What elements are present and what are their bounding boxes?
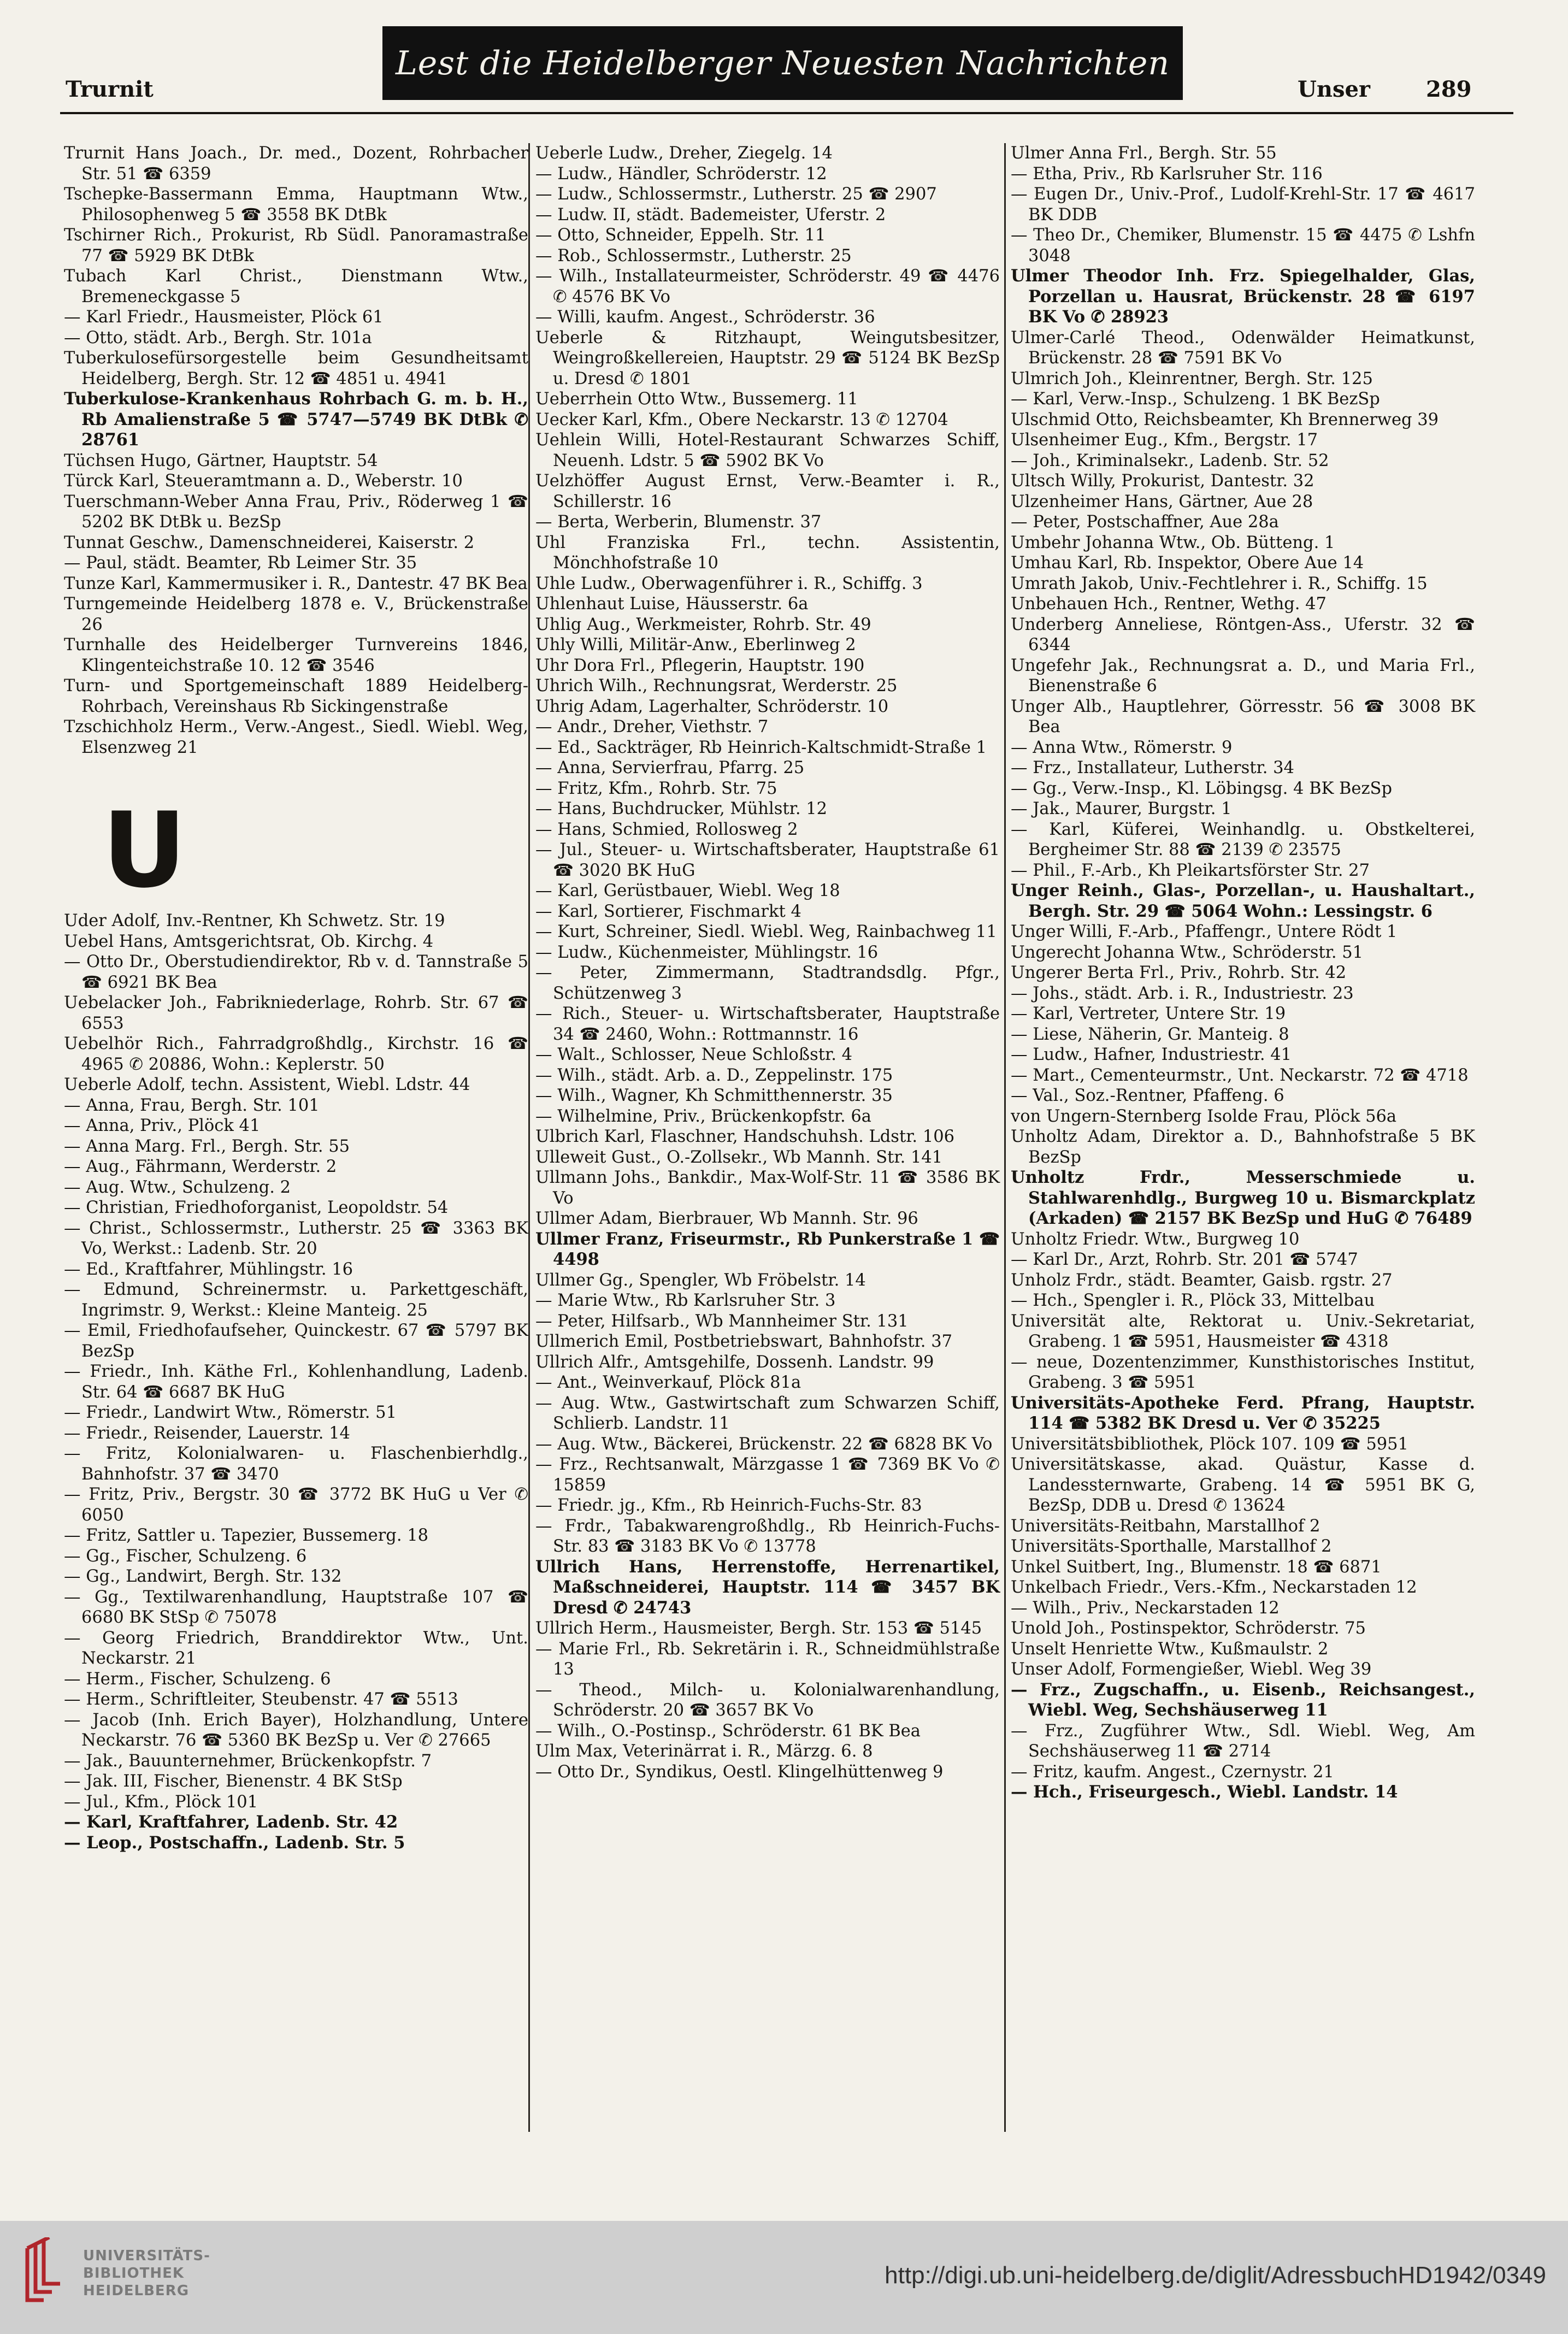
directory-entry: — Emil, Friedhofaufseher, Quinckestr. 67 ☎ 5797 BK BezSp: [64, 1321, 528, 1361]
directory-entry: Ulmer-Carlé Theod., Odenwälder Heimatkunst, Brückenstr. 28 ☎ 7591 BK Vo: [1011, 328, 1475, 368]
directory-entry: — Wilh., Priv., Neckarstaden 12: [1011, 1598, 1280, 1618]
directory-entry: — Anna Marg. Frl., Bergh. Str. 55: [64, 1136, 350, 1156]
directory-entry: — Fritz, Priv., Bergstr. 30 ☎ 3772 BK HuG u Ver ✆ 6050: [64, 1485, 528, 1525]
directory-entry: Ullmer Franz, Friseurmstr., Rb Punkerstraße 1 ☎ 4498: [535, 1229, 1000, 1269]
directory-entry: — Frz., Rechtsanwalt, Märzgasse 1 ☎ 7369 BK Vo ✆ 15859: [535, 1455, 1000, 1495]
page-header: [0, 0, 1568, 126]
directory-entry: Ulbrich Karl, Flaschner, Handschuhsh. Ldstr. 106: [535, 1127, 955, 1146]
directory-entry: Uehlein Willi, Hotel-Restaurant Schwarzes Schiff, Neuenh. Ldstr. 5 ☎ 5902 BK Vo: [535, 431, 1000, 470]
directory-entry: Ulm Max, Veterinärrat i. R., Märzg. 6. 8: [535, 1742, 873, 1761]
directory-entry: Tunnat Geschw., Damenschneiderei, Kaiserstr. 2: [64, 533, 475, 552]
directory-entry: Tüchsen Hugo, Gärtner, Hauptstr. 54: [64, 451, 378, 470]
directory-entry: Tunze Karl, Kammermusiker i. R., Dantestr. 47 BK Bea: [64, 574, 528, 593]
directory-entry: — Val., Soz.-Rentner, Pfaffeng. 6: [1011, 1086, 1284, 1105]
directory-entry: Ueberle Ludw., Dreher, Ziegelg. 14: [535, 144, 833, 163]
directory-entry: — Marie Frl., Rb. Sekretärin i. R., Schneidmühlstraße 13: [535, 1639, 1000, 1679]
directory-entry: — Jul., Kfm., Plöck 101: [64, 1792, 258, 1812]
directory-entry: — Peter, Postschaffner, Aue 28a: [1011, 512, 1279, 532]
directory-entry: — Jak., Maurer, Burgstr. 1: [1011, 799, 1232, 818]
directory-entry: Unholtz Frdr., Messerschmiede u. Stahlwarenhdlg., Burgweg 10 u. Bismarckplatz (Arkaden) ☎ 2157 BK BezSp und HuG ✆ 76489: [1011, 1168, 1475, 1228]
directory-entry: — Fritz, Kolonialwaren- u. Flaschenbierhdlg., Bahnhofstr. 37 ☎ 3470: [64, 1444, 528, 1484]
directory-entry: — Karl Friedr., Hausmeister, Plöck 61: [64, 308, 384, 327]
directory-entry: Universitäts-Sporthalle, Marstallhof 2: [1011, 1537, 1332, 1556]
directory-entry: — Edmund, Schreinermstr. u. Parkettgeschäft, Ingrimstr. 9, Werkst.: Kleine Manteig. 25: [64, 1280, 528, 1320]
directory-entry: — Gg., Fischer, Schulzeng. 6: [64, 1546, 307, 1566]
permalink-url[interactable]: http://digi.ub.uni-heidelberg.de/diglit/AdressbuchHD1942/0349: [885, 2262, 1546, 2289]
directory-entry: — Anna Wtw., Römerstr. 9: [1011, 738, 1233, 757]
directory-entry: Unholtz Adam, Direktor a. D., Bahnhofstraße 5 BK BezSp: [1011, 1127, 1475, 1167]
directory-entry: — Etha, Priv., Rb Karlsruher Str. 116: [1011, 164, 1323, 184]
directory-entry: Ulsenheimer Eug., Kfm., Bergstr. 17: [1011, 431, 1318, 450]
directory-entry: — Ed., Sackträger, Rb Heinrich-Kaltschmidt-Straße 1: [535, 738, 987, 757]
directory-entry: Uebelhör Rich., Fahrradgroßhdlg., Kirchstr. 16 ☎ 4965 ✆ 20886, Wohn.: Keplerstr. 50: [64, 1034, 528, 1074]
directory-entry: Turnhalle des Heidelberger Turnvereins 1846, Klingenteichstraße 10. 12 ☎ 3546: [64, 635, 528, 675]
directory-entry: Unholtz Friedr. Wtw., Burgweg 10: [1011, 1229, 1300, 1249]
directory-entry: Uhl Franziska Frl., techn. Assistentin, Mönchhofstraße 10: [535, 533, 1000, 573]
directory-entry: Uhlenhaut Luise, Häusserstr. 6a: [535, 594, 809, 614]
logo-line: BIBLIOTHEK: [83, 2265, 185, 2282]
directory-entry: Tubach Karl Christ., Dienstmann Wtw., Bremeneckgasse 5: [64, 267, 528, 307]
directory-entry: — Wilh., O.-Postinsp., Schröderstr. 61 BK Bea: [535, 1721, 921, 1741]
directory-entry: — Hch., Friseurgesch., Wiebl. Landstr. 14: [1011, 1782, 1398, 1802]
directory-entry: — Frz., Zugschaffn., u. Eisenb., Reichsangest., Wiebl. Weg, Sechshäuserweg 11: [1011, 1679, 1475, 1720]
directory-entry: — Walt., Schlosser, Neue Schloßstr. 4: [535, 1045, 853, 1064]
directory-entry: Umbehr Johanna Wtw., Ob. Bütteng. 1: [1011, 533, 1335, 552]
directory-entry: Tuerschmann-Weber Anna Frau, Priv., Röderweg 1 ☎ 5202 BK DtBk u. BezSp: [64, 492, 528, 532]
running-head-left: Trurnit: [66, 76, 154, 102]
directory-entry: Unkel Suitbert, Ing., Blumenstr. 18 ☎ 6871: [1011, 1557, 1382, 1577]
directory-entry: — Karl, Kraftfahrer, Ladenb. Str. 42: [64, 1812, 398, 1832]
directory-entry: — Hch., Spengler i. R., Plöck 33, Mittelbau: [1011, 1291, 1375, 1310]
section-gap: [64, 758, 528, 791]
library-logo-text: [83, 2247, 210, 2300]
directory-entry: — Ludw., Schlossermstr., Lutherstr. 25 ☎ 2907: [535, 185, 937, 204]
directory-entry: — Friedr. jg., Kfm., Rb Heinrich-Fuchs-Str. 83: [535, 1496, 922, 1515]
directory-entry: — Mart., Cementeurmstr., Unt. Neckarstr. 72 ☎ 4718: [1011, 1065, 1469, 1085]
directory-entry: — Aug. Wtw., Gastwirtschaft zum Schwarzen Schiff, Schlierb. Landstr. 11: [535, 1393, 1000, 1433]
directory-entry: — Ludw., Hafner, Industriestr. 41: [1011, 1045, 1292, 1064]
directory-entry: — Gg., Verw.-Insp., Kl. Löbingsg. 4 BK BezSp: [1011, 779, 1392, 798]
directory-entry: Ungerer Berta Frl., Priv., Rohrb. Str. 42: [1011, 963, 1347, 982]
directory-entry: — Johs., städt. Arb. i. R., Industriestr. 23: [1011, 983, 1354, 1003]
directory-entry: Underberg Anneliese, Röntgen-Ass., Uferstr. 32 ☎ 6344: [1011, 615, 1475, 655]
directory-entry: — neue, Dozentenzimmer, Kunsthistorisches Institut, Grabeng. 3 ☎ 5951: [1011, 1352, 1475, 1392]
directory-entry: — Marie Wtw., Rb Karlsruher Str. 3: [535, 1291, 836, 1310]
directory-entry: Unholz Frdr., städt. Beamter, Gaisb. rgstr. 27: [1011, 1270, 1393, 1290]
directory-entry: Turn- und Sportgemeinschaft 1889 Heidelberg-Rohrbach, Vereinshaus Rb Sickingenstraße: [64, 676, 528, 716]
directory-entry: — Friedr., Landwirt Wtw., Römerstr. 51: [64, 1403, 397, 1422]
directory-entry: Turngemeinde Heidelberg 1878 e. V., Brückenstraße 26: [64, 594, 528, 634]
directory-entry: — Andr., Dreher, Viethstr. 7: [535, 717, 769, 736]
header-rule: [60, 112, 1513, 114]
directory-entry: — Jul., Steuer- u. Wirtschaftsberater, Hauptstraße 61 ☎ 3020 BK HuG: [535, 840, 1000, 880]
directory-entry: Ulmer Anna Frl., Bergh. Str. 55: [1011, 144, 1277, 163]
directory-entry: Uebelacker Joh., Fabrikniederlage, Rohrb. Str. 67 ☎ 6553: [64, 993, 528, 1033]
directory-entry: — Fritz, Kfm., Rohrb. Str. 75: [535, 779, 777, 798]
running-head-right: Unser: [1298, 76, 1371, 102]
directory-entry: — Otto, Schneider, Eppelh. Str. 11: [535, 226, 826, 245]
directory-entry: Uder Adolf, Inv.-Rentner, Kh Schwetz. Str. 19: [64, 911, 445, 930]
directory-entry: Ullrich Alfr., Amtsgehilfe, Dossenh. Landstr. 99: [535, 1352, 934, 1372]
directory-entry: — Karl, Küferei, Weinhandlg. u. Obstkelterei, Bergheimer Str. 88 ☎ 2139 ✆ 23575: [1011, 820, 1475, 859]
logo-line: HEIDELBERG: [83, 2283, 190, 2299]
directory-entry: — Peter, Zimmermann, Stadtrandsdlg. Pfgr., Schützenweg 3: [535, 963, 1000, 1003]
directory-entry: — Wilhelmine, Priv., Brückenkopfstr. 6a: [535, 1106, 871, 1126]
directory-entry: — Fritz, kaufm. Angest., Czernystr. 21: [1011, 1762, 1334, 1782]
directory-entry: Universitätskasse, akad. Quästur, Kasse d. Landessternwarte, Grabeng. 14 ☎ 5951 BK G, BezSp, DDB u. Dresd ✆ 13624: [1011, 1455, 1475, 1515]
directory-entry: Ueberle Adolf, techn. Assistent, Wiebl. Ldstr. 44: [64, 1075, 470, 1094]
directory-entry: Ullmann Johs., Bankdir., Max-Wolf-Str. 11 ☎ 3586 BK Vo: [535, 1168, 1000, 1208]
directory-entry: Uhle Ludw., Oberwagenführer i. R., Schiffg. 3: [535, 574, 923, 593]
directory-entry: Unkelbach Friedr., Vers.-Kfm., Neckarstaden 12: [1011, 1578, 1417, 1597]
directory-entry: — Gg., Landwirt, Bergh. Str. 132: [64, 1567, 342, 1586]
directory-entry: Unger Alb., Hauptlehrer, Görresstr. 56 ☎ 3008 BK Bea: [1011, 697, 1475, 736]
library-logo-icon: [16, 2237, 76, 2308]
directory-column-2: [535, 143, 1000, 1782]
column-divider: [1004, 143, 1006, 2132]
directory-entry: — Leop., Postschaffn., Ladenb. Str. 5: [64, 1832, 405, 1853]
directory-entry: Ullmerich Emil, Postbetriebswart, Bahnhofstr. 37: [535, 1332, 953, 1351]
directory-entry: — Jak. III, Fischer, Bienenstr. 4 BK StSp: [64, 1772, 403, 1791]
directory-entry: Ulmrich Joh., Kleinrentner, Bergh. Str. 125: [1011, 369, 1373, 388]
directory-entry: — Friedr., Inh. Käthe Frl., Kohlenhandlung, Ladenb. Str. 64 ☎ 6687 BK HuG: [64, 1362, 528, 1402]
directory-entry: Tuberkulosefürsorgestelle beim Gesundheitsamt Heidelberg, Bergh. Str. 12 ☎ 4851 u. 4941: [64, 349, 528, 388]
directory-entry: — Wilh., Installateurmeister, Schröderstr. 49 ☎ 4476 ✆ 4576 BK Vo: [535, 267, 1000, 307]
directory-entry: Uhly Willi, Militär-Anw., Eberlinweg 2: [535, 635, 856, 655]
directory-entry: von Ungern-Sternberg Isolde Frau, Plöck 56a: [1011, 1106, 1397, 1126]
directory-entry: Unselt Henriette Wtw., Kußmaulstr. 2: [1011, 1639, 1329, 1659]
directory-entry: — Karl, Sortierer, Fischmarkt 4: [535, 901, 801, 921]
directory-entry: Ullmer Adam, Bierbrauer, Wb Mannh. Str. 96: [535, 1209, 918, 1228]
directory-entry: — Gg., Textilwarenhandlung, Hauptstraße 107 ☎ 6680 BK StSp ✆ 75078: [64, 1587, 528, 1627]
directory-column-3: [1011, 143, 1475, 1803]
directory-entry: Ueberle & Ritzhaupt, Weingutsbesitzer, Weingroßkellereien, Hauptstr. 29 ☎ 5124 BK BezSp u. Dresd ✆ 1801: [535, 328, 1000, 388]
logo-line: UNIVERSITÄTS-: [83, 2248, 210, 2264]
directory-entry: — Wilh., städt. Arb. a. D., Zeppelinstr. 175: [535, 1065, 893, 1085]
directory-entry: — Georg Friedrich, Branddirektor Wtw., Unt. Neckarstr. 21: [64, 1628, 528, 1668]
directory-entry: — Anna, Servierfrau, Pfarrg. 25: [535, 758, 805, 777]
directory-entry: — Herm., Schriftleiter, Steubenstr. 47 ☎ 5513: [64, 1690, 458, 1709]
directory-entry: — Anna, Priv., Plöck 41: [64, 1116, 261, 1135]
directory-entry: Unser Adolf, Formengießer, Wiebl. Weg 39: [1011, 1660, 1372, 1679]
directory-entry: Uecker Karl, Kfm., Obere Neckarstr. 13 ✆ 12704: [535, 410, 948, 429]
directory-entry: — Liese, Näherin, Gr. Manteig. 8: [1011, 1024, 1289, 1044]
directory-entry: Tuberkulose-Krankenhaus Rohrbach G. m. b. H., Rb Amalienstraße 5 ☎ 5747—5749 BK DtBk ✆ 28761: [64, 389, 528, 450]
directory-entry: — Herm., Fischer, Schulzeng. 6: [64, 1669, 331, 1689]
directory-entry: — Hans, Buchdrucker, Mühlstr. 12: [535, 799, 828, 818]
directory-entry: Tschepke-Bassermann Emma, Hauptmann Wtw., Philosophenweg 5 ☎ 3558 BK DtBk: [64, 185, 528, 225]
directory-entry: Ungerecht Johanna Wtw., Schröderstr. 51: [1011, 942, 1364, 962]
directory-entry: — Ed., Kraftfahrer, Mühlingstr. 16: [64, 1259, 353, 1279]
directory-entry: Ungefehr Jak., Rechnungsrat a. D., und Maria Frl., Bienenstraße 6: [1011, 656, 1475, 696]
directory-entry: — Frz., Zugführer Wtw., Sdl. Wiebl. Weg, Am Sechshäuserweg 11 ☎ 2714: [1011, 1721, 1475, 1761]
directory-entry: Unger Reinh., Glas-, Porzellan-, u. Haushaltart., Bergh. Str. 29 ☎ 5064 Wohn.: Lessingstr. 6: [1011, 881, 1475, 921]
directory-entry: — Ludw., Händler, Schröderstr. 12: [535, 164, 827, 184]
directory-entry: — Wilh., Wagner, Kh Schmitthennerstr. 35: [535, 1086, 893, 1105]
directory-entry: — Otto, städt. Arb., Bergh. Str. 101a: [64, 328, 372, 347]
directory-entry: Ullrich Hans, Herrenstoffe, Herrenartikel, Maßschneiderei, Hauptstr. 114 ☎ 3457 BK Dresd ✆ 24743: [535, 1557, 1000, 1618]
directory-entry: Uhlig Aug., Werkmeister, Rohrb. Str. 49: [535, 615, 871, 634]
directory-entry: Ultsch Willy, Prokurist, Dantestr. 32: [1011, 471, 1314, 491]
section-letter: U: [102, 790, 187, 911]
directory-entry: Uelzhöffer August Ernst, Verw.-Beamter i. R., Schillerstr. 16: [535, 471, 1000, 511]
column-divider: [528, 143, 530, 2132]
directory-entry: Ulmer Theodor Inh. Frz. Spiegelhalder, Glas, Porzellan u. Hausrat, Brückenstr. 28 ☎ 6197 BK Vo ✆ 28923: [1011, 266, 1475, 327]
directory-entry: — Joh., Kriminalsekr., Ladenb. Str. 52: [1011, 451, 1329, 470]
directory-entry: Ulzenheimer Hans, Gärtner, Aue 28: [1011, 492, 1313, 511]
directory-entry: — Fritz, Sattler u. Tapezier, Bussemerg. 18: [64, 1526, 429, 1545]
directory-column-1: [64, 143, 528, 1853]
directory-entry: — Aug. Wtw., Schulzeng. 2: [64, 1177, 291, 1197]
directory-entry: — Karl, Verw.-Insp., Schulzeng. 1 BK BezSp: [1011, 390, 1380, 409]
directory-entry: — Karl, Vertreter, Untere Str. 19: [1011, 1004, 1286, 1023]
directory-entry: — Eugen Dr., Univ.-Prof., Ludolf-Krehl-Str. 17 ☎ 4617 BK DDB: [1011, 185, 1475, 225]
directory-entry: — Ludw. II, städt. Bademeister, Uferstr. 2: [535, 205, 886, 225]
directory-entry: — Karl, Gerüstbauer, Wiebl. Weg 18: [535, 881, 840, 900]
directory-entry: Umhau Karl, Rb. Inspektor, Obere Aue 14: [1011, 553, 1364, 573]
directory-entry: — Rob., Schlossermstr., Lutherstr. 25: [535, 246, 852, 266]
directory-entry: — Berta, Werberin, Blumenstr. 37: [535, 512, 822, 532]
directory-entry: — Peter, Hilfsarb., Wb Mannheimer Str. 131: [535, 1311, 909, 1331]
directory-entry: Ulschmid Otto, Reichsbeamter, Kh Brennerweg 39: [1011, 410, 1439, 429]
directory-entry: Trurnit Hans Joach., Dr. med., Dozent, Rohrbacher Str. 51 ☎ 6359: [64, 144, 528, 184]
digitization-footer: [0, 2221, 1568, 2334]
directory-entry: Umrath Jakob, Univ.-Fechtlehrer i. R., Schiffg. 15: [1011, 574, 1428, 593]
directory-entry: Uhrig Adam, Lagerhalter, Schröderstr. 10: [535, 697, 889, 716]
directory-entry: Ueberrhein Otto Wtw., Bussemerg. 11: [535, 390, 858, 409]
directory-entry: — Jacob (Inh. Erich Bayer), Holzhandlung, Untere Neckarstr. 76 ☎ 5360 BK BezSp u. Ver ✆ 27665: [64, 1710, 528, 1750]
directory-entry: — Otto Dr., Oberstudiendirektor, Rb v. d. Tannstraße 5 ☎ 6921 BK Bea: [64, 952, 528, 992]
directory-entry: Tschirner Rich., Prokurist, Rb Südl. Panoramastraße 77 ☎ 5929 BK DtBk: [64, 226, 528, 266]
directory-entry: — Theod., Milch- u. Kolonialwarenhandlung, Schröderstr. 20 ☎ 3657 BK Vo: [535, 1680, 1000, 1720]
directory-entry: Uhrich Wilh., Rechnungsrat, Werderstr. 25: [535, 676, 898, 696]
page-number: 289: [1426, 76, 1472, 102]
directory-entry: Ullmer Gg., Spengler, Wb Fröbelstr. 14: [535, 1270, 866, 1290]
directory-entry: — Frdr., Tabakwarengroßhdlg., Rb Heinrich-Fuchs-Str. 83 ☎ 3183 BK Vo ✆ 13778: [535, 1516, 1000, 1556]
directory-entry: Uhr Dora Frl., Pflegerin, Hauptstr. 190: [535, 656, 865, 675]
directory-entry: — Phil., F.-Arb., Kh Pleikartsförster Str. 27: [1011, 860, 1370, 880]
directory-entry: — Ludw., Küchenmeister, Mühlingstr. 16: [535, 942, 879, 962]
directory-entry: Universitäts-Reitbahn, Marstallhof 2: [1011, 1516, 1321, 1536]
directory-entry: — Otto Dr., Syndikus, Oestl. Klingelhüttenweg 9: [535, 1762, 944, 1782]
directory-entry: — Ant., Weinverkauf, Plöck 81a: [535, 1373, 801, 1392]
directory-entry: — Kurt, Schreiner, Siedl. Wiebl. Weg, Rainbachweg 11: [535, 922, 997, 941]
advertising-banner: Lest die Heidelberger Neuesten Nachrichten: [382, 26, 1183, 100]
directory-entry: Uebel Hans, Amtsgerichtsrat, Ob. Kirchg. 4: [64, 932, 434, 951]
directory-entry: — Anna, Frau, Bergh. Str. 101: [64, 1095, 320, 1115]
directory-entry: Türck Karl, Steueramtmann a. D., Weberstr. 10: [64, 471, 463, 491]
directory-entry: — Karl Dr., Arzt, Rohrb. Str. 201 ☎ 5747: [1011, 1250, 1358, 1269]
directory-entry: Unger Willi, F.-Arb., Pfaffengr., Untere Rödt 1: [1011, 922, 1398, 941]
directory-entry: Universität alte, Rektorat u. Univ.-Sekretariat, Grabeng. 1 ☎ 5951, Hausmeister ☎ 4318: [1011, 1311, 1475, 1351]
directory-entry: Universitäts-Apotheke Ferd. Pfrang, Hauptstr. 114 ☎ 5382 BK Dresd u. Ver ✆ 35225: [1011, 1393, 1475, 1433]
directory-entry: — Frz., Installateur, Lutherstr. 34: [1011, 758, 1294, 777]
directory-entry: Unold Joh., Postinspektor, Schröderstr. 75: [1011, 1619, 1366, 1638]
directory-entry: Universitätsbibliothek, Plöck 107. 109 ☎ 5951: [1011, 1434, 1408, 1454]
directory-entry: Tzschichholz Herm., Verw.-Angest., Siedl. Wiebl. Weg, Elsenzweg 21: [64, 717, 528, 757]
directory-entry: — Rich., Steuer- u. Wirtschaftsberater, Hauptstraße 34 ☎ 2460, Wohn.: Rottmannstr. 16: [535, 1004, 1000, 1044]
directory-entry: Ullrich Herm., Hausmeister, Bergh. Str. 153 ☎ 5145: [535, 1619, 982, 1638]
directory-entry: Ulleweit Gust., O.-Zollsekr., Wb Mannh. Str. 141: [535, 1147, 943, 1167]
directory-entry: — Friedr., Reisender, Lauerstr. 14: [64, 1423, 350, 1443]
directory-entry: — Hans, Schmied, Rollosweg 2: [535, 820, 798, 839]
directory-entry: Unbehauen Hch., Rentner, Wethg. 47: [1011, 594, 1327, 614]
directory-entry: — Theo Dr., Chemiker, Blumenstr. 15 ☎ 4475 ✆ Lshfn 3048: [1011, 226, 1475, 266]
directory-entry: — Christian, Friedhoforganist, Leopoldstr. 54: [64, 1198, 449, 1217]
directory-entry: — Willi, kaufm. Angest., Schröderstr. 36: [535, 308, 875, 327]
directory-entry: — Paul, städt. Beamter, Rb Leimer Str. 35: [64, 553, 417, 573]
directory-entry: — Jak., Bauunternehmer, Brückenkopfstr. 7: [64, 1751, 432, 1771]
directory-entry: — Aug., Fährmann, Werderstr. 2: [64, 1157, 337, 1176]
directory-entry: — Christ., Schlossermstr., Lutherstr. 25 ☎ 3363 BK Vo, Werkst.: Ladenb. Str. 20: [64, 1218, 528, 1258]
directory-entry: — Aug. Wtw., Bäckerei, Brückenstr. 22 ☎ 6828 BK Vo: [535, 1434, 993, 1454]
